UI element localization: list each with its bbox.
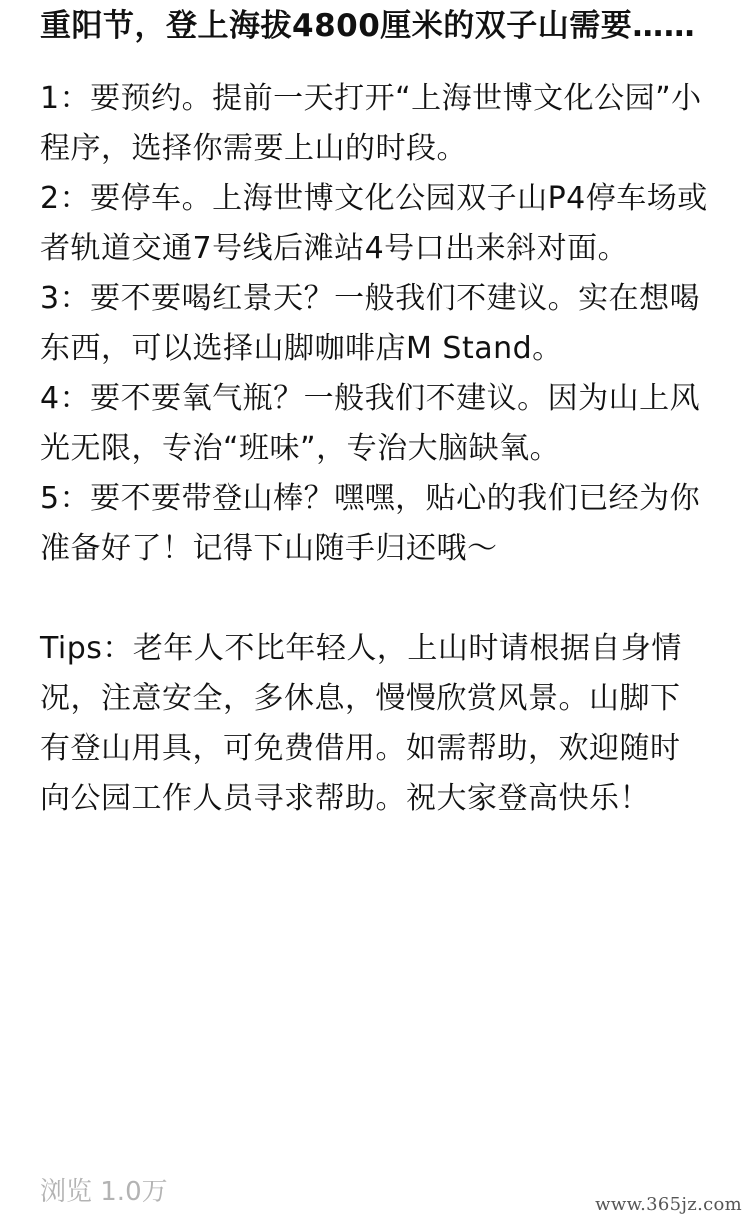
view-count: 浏览 1.0万 (40, 1177, 168, 1207)
list-item: 4：要不要氧气瓶？一般我们不建议。因为山上风光无限，专治“班味”，专治大脑缺氧。 (40, 381, 701, 466)
tips-paragraph: Tips：老年人不比年轻人，上山时请根据自身情况，注意安全，多休息，慢慢欣赏风景。山脚下有登山用具，可免费借用。如需帮助，欢迎随时向公园工作人员寻求帮助。祝大家登高快乐！ (40, 631, 682, 816)
post-title: 重阳节，登上海拔4800厘米的双子山需要…… (40, 8, 696, 44)
paragraph-spacer (40, 574, 710, 624)
list-item: 2：要停车。上海世博文化公园双子山P4停车场或者轨道交通7号线后滩站4号口出来斜对面。 (40, 181, 708, 266)
list-item: 5：要不要带登山棒？嘿嘿，贴心的我们已经为你准备好了！记得下山随手归还哦～ (40, 481, 701, 566)
list-item: 3：要不要喝红景天？一般我们不建议。实在想喝东西，可以选择山脚咖啡店M Stand。 (40, 281, 701, 366)
site-watermark: www.365jz.com (595, 1194, 742, 1215)
list-item: 1：要预约。提前一天打开“上海世博文化公园”小程序，选择你需要上山的时段。 (40, 81, 702, 166)
post-body (40, 74, 710, 824)
